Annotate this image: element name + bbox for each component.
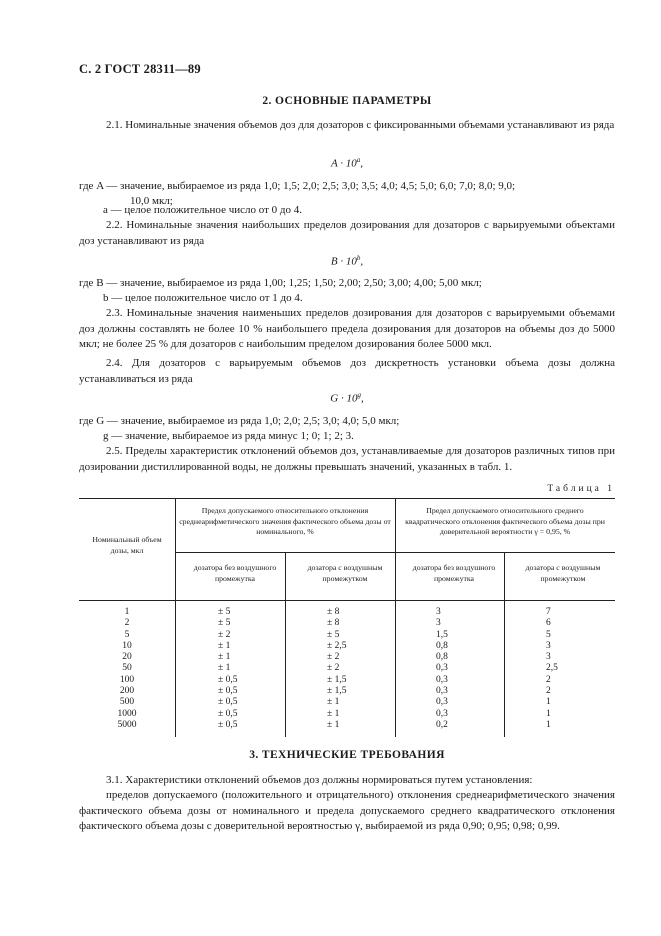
table-cell: 50: [122, 663, 132, 674]
table-cell: 0,3: [436, 674, 448, 685]
table-cell: ± 1: [327, 708, 340, 719]
table-cell: ± 8: [327, 607, 340, 617]
table-caption: Таблица 1: [547, 484, 615, 494]
table-cell: 0,2: [436, 719, 448, 730]
table-cell: 0,8: [436, 640, 448, 651]
where-g-line-1: где G — значение, выбираемое из ряда 1,0; 2,0; 2,5; 3,0; 4,0; 5,0 мкл;: [79, 415, 400, 427]
table-cell: ± 1,5: [327, 686, 347, 697]
table-subheader: дозатора без воздушного промежутка: [412, 563, 496, 583]
where-a-line-3: a — целое положительное число от 0 до 4.: [103, 204, 302, 216]
table-cell: 3: [436, 618, 441, 629]
table-cell: 500: [119, 697, 135, 708]
table-cell: 3: [546, 652, 551, 663]
table-cell: 0,3: [436, 708, 448, 719]
table-cell: ± 5: [327, 629, 340, 640]
table-cell: 1: [546, 697, 551, 708]
paragraph-2-2: 2.2. Номинальные значения наибольших пределов дозирования для дозаторов с варьируемыми объектами доз устанавливают из ряда: [79, 219, 615, 247]
table-vrule: [175, 498, 176, 737]
formula-g: $G \cdot 10^g$,: [330, 391, 364, 405]
table-cell: ± 0,5: [218, 674, 238, 685]
table-cell: 2: [124, 618, 130, 629]
paragraph-2-5: 2.5. Пределы характеристик отклонений объемов доз, устанавливаемые для дозаторов различных типов при дозировании дистиллированной воды, не должны превышать значений, указанных в табл. 1.: [79, 445, 615, 473]
table-header-volume: Номинальный объем дозы, мкл: [92, 535, 162, 555]
table-subheader: дозатора с воздушным промежутком: [307, 563, 383, 583]
table-subheader: дозатора без воздушного промежутка: [193, 563, 277, 583]
table-cell: 1,5: [436, 629, 448, 640]
table-cell: 2: [546, 674, 551, 685]
table-cell: 0,3: [436, 697, 448, 708]
table-header-rule: [79, 600, 615, 601]
page-header: С. 2 ГОСТ 28311—89: [79, 62, 201, 76]
table-cell: ± 0,5: [218, 708, 238, 719]
table-cell: 1: [124, 607, 130, 617]
paragraph-3-1-detail: пределов допускаемого (положительного и отрицательного) отклонения среднеарифметического значения фактического объема дозы от номинального и предела допускаемого среднего квадратического отклонения фактического объема дозы с доверительной вероятностью γ, выбираемой из ряда 0,90; 0,95; 0,98; 0,99.: [79, 789, 615, 832]
table-cell: ± 2: [218, 629, 231, 640]
table-column-mean-air: [327, 607, 346, 731]
paragraph-2-3: 2.3. Номинальные значения наименьших пределов дозирования для дозаторов с варьируемыми объемами доз должны составлять не более 10 % наибольшего предела дозирования для дозаторов на объемы доз до 5000 мкл; не более 25 % для дозаторов с наибольшим пределом дозирования более 5000 мкл.: [79, 307, 615, 350]
paragraph-2-4: 2.4. Для дозаторов с варьируемым объемов доз дискретность установки объема дозы должна устанавливаться из ряда: [79, 357, 615, 385]
table-cell: 1: [546, 719, 551, 730]
table-cell: 5000: [117, 719, 137, 730]
table-cell: 3: [546, 640, 551, 651]
table-cell: ± 1,5: [327, 674, 347, 685]
table-cell: ± 1: [218, 663, 231, 674]
table-cell: 6: [546, 618, 551, 629]
where-b-line-1: где B — значение, выбираемое из ряда 1,00; 1,25; 1,50; 2,00; 2,50; 3,00; 4,00; 5,00 мкл;: [79, 277, 482, 289]
table-cell: 5: [546, 629, 551, 640]
table-cell: 10: [122, 640, 132, 651]
table-cell: 200: [119, 686, 135, 697]
table-cell: 0,8: [436, 652, 448, 663]
where-a-line-1: где A — значение, выбираемое из ряда 1,0; 1,5; 2,0; 2,5; 3,0; 3,5; 4,0; 4,5; 5,0; 6,0; 7,0; 8,0; 9,0;: [79, 180, 516, 192]
table-cell: 0,3: [436, 686, 448, 697]
table-cell: 2,5: [546, 663, 558, 674]
table-cell: 2: [546, 686, 551, 697]
table-top-rule: [79, 498, 615, 499]
section-3-title: 3. ТЕХНИЧЕСКИЕ ТРЕБОВАНИЯ: [249, 749, 445, 761]
table-cell: 100: [119, 674, 135, 685]
where-a-line-2: 10,0 мкл;: [130, 195, 173, 207]
table-cell: 0,3: [436, 663, 448, 674]
formula-a: $A \cdot 10^a$,: [330, 156, 364, 170]
table-column-volume: [79, 607, 175, 731]
table-cell: 5: [124, 629, 130, 640]
table-cell: ± 0,5: [218, 697, 238, 708]
paragraph-2-1: 2.1. Номинальные значения объемов доз для дозаторов с фиксированными объемами устанавливают из ряда: [106, 119, 615, 131]
table-cell: ± 1: [327, 719, 340, 730]
table-cell: ± 1: [218, 640, 231, 651]
section-2-title: 2. ОСНОВНЫЕ ПАРАМЕТРЫ: [262, 95, 432, 107]
table-column-sd-no-air: [436, 607, 448, 731]
table-column-mean-no-air: [218, 607, 237, 731]
table-cell: ± 0,5: [218, 719, 238, 730]
table-cell: ± 1: [327, 697, 340, 708]
table-cell: 1000: [117, 708, 137, 719]
table-header-std-deviation: Предел допускаемого относительного среднего квадратического отклонения фактического объема дозы при доверительной вероятности γ = 0,95, %: [405, 506, 605, 536]
table-cell: ± 8: [327, 618, 340, 629]
table-cell: 7: [546, 607, 551, 617]
table-cell: 3: [436, 607, 441, 617]
table-vrule: [504, 552, 505, 737]
table-cell: 20: [122, 652, 132, 663]
table-header-mean-deviation: Предел допускаемого относительного отклонения среднеарифметического значения фактического объема дозы от номинального, %: [179, 506, 391, 536]
table-cell: ± 2: [327, 663, 340, 674]
table-cell: ± 2: [327, 652, 340, 663]
where-b-line-2: b — целое положительное число от 1 до 4.: [103, 292, 303, 304]
table-cell: ± 0,5: [218, 686, 238, 697]
table-subheader: дозатора с воздушным промежутком: [525, 563, 601, 583]
table-cell: 1: [546, 708, 551, 719]
paragraph-3-1: 3.1. Характеристики отклонений объемов доз должны нормироваться путем установления:: [106, 774, 533, 786]
table-column-sd-air: [546, 607, 558, 731]
where-g-line-2: g — значение, выбираемое из ряда минус 1; 0; 1; 2; 3.: [103, 430, 354, 442]
table-cell: ± 5: [218, 607, 231, 617]
formula-b: $B \cdot 10^b$,: [330, 254, 364, 268]
table-vrule: [395, 498, 396, 737]
table-vrule: [285, 552, 286, 737]
table-cell: ± 5: [218, 618, 231, 629]
table-cell: ± 1: [218, 652, 231, 663]
table-cell: ± 2,5: [327, 640, 347, 651]
